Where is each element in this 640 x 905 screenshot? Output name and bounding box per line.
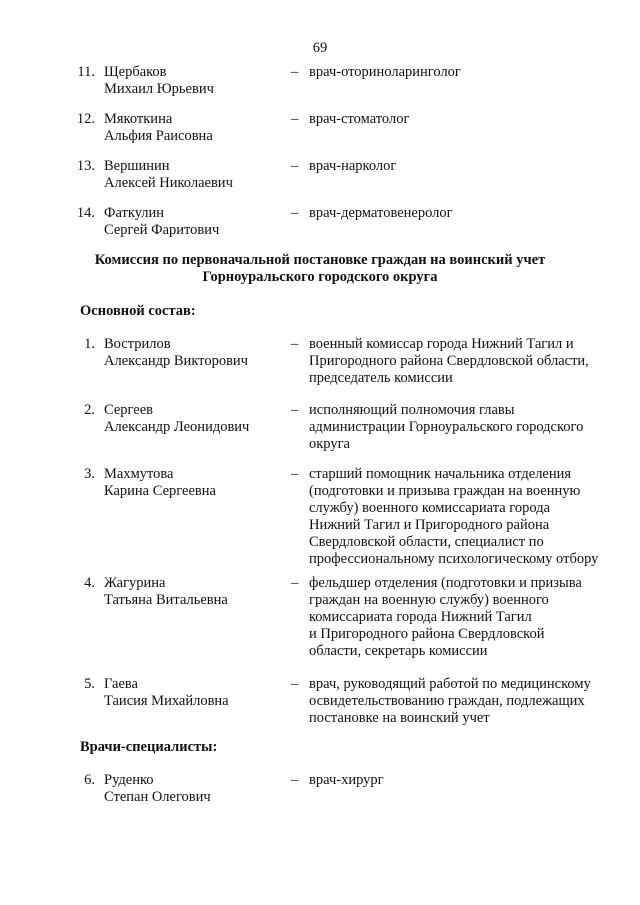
person-role-line: и Пригородного района Свердловской [309,626,545,642]
person-role-line: фельдшер отделения (подготовки и призыва [309,575,582,591]
person-role-line: исполняющий полномочия главы [309,402,515,418]
person-role-line: врач-стоматолог [309,111,410,127]
person-role-line: Свердловской области, специалист по [309,534,544,550]
person-role-line: граждан на военную службу) военного [309,592,549,608]
person-name-line: Руденко [104,772,154,788]
person-name-line: Мякоткина [104,111,173,127]
person-name [104,402,284,436]
person-name [104,772,284,806]
person-role-line: врач-дерматовенеролог [309,205,453,221]
person-role-line: администрации Горноуральского городского [309,419,584,435]
person-name [104,575,284,609]
person-role [309,466,624,568]
dash-separator: – [291,402,299,418]
person-name [104,64,284,98]
item-number: 4. [84,575,95,591]
main-section-title: Основной состав: [80,303,196,319]
person-role-line: врач, руководящий работой по медицинскому [309,676,591,692]
person-role [309,205,624,222]
item-number: 1. [84,336,95,352]
item-number: 2. [84,402,95,418]
person-role-line: службу) военного комиссариата города [309,500,551,516]
person-role-line: Пригородного района Свердловской области, [309,353,589,369]
person-role [309,575,624,660]
item-number: 13. [76,158,95,174]
person-name-line: Александр Викторович [104,353,248,369]
item-number: 11. [77,64,95,80]
specialists-section-title: Врачи-специалисты: [80,739,218,755]
person-role-line: округа [309,436,350,452]
person-role-line: врач-оториноларинголог [309,64,461,80]
person-name-line: Карина Сергеевна [104,483,216,499]
page-number: 69 [312,40,328,56]
person-name-line: Фаткулин [104,205,165,221]
dash-separator: – [291,205,299,221]
dash-separator: – [291,158,299,174]
person-name-line: Сергей Фаритович [104,222,220,238]
person-name-line: Михаил Юрьевич [104,81,214,97]
person-name-line: Жагурина [104,575,166,591]
dash-separator: – [291,575,299,591]
person-name-line: Татьяна Витальевна [104,592,228,608]
person-name [104,111,284,145]
item-number: 14. [76,205,95,221]
person-name-line: Гаева [104,676,138,692]
person-name-line: Алексей Николаевич [104,175,233,191]
person-role [309,64,624,81]
person-name-line: Таисия Михайловна [104,693,229,709]
person-role [309,336,624,387]
person-role-line: постановке на воинский учет [309,710,490,726]
person-role-line: Нижний Тагил и Пригородного района [309,517,550,533]
person-role-line: профессиональному психологическому отбору [309,551,599,567]
dash-separator: – [291,336,299,352]
dash-separator: – [291,676,299,692]
person-name-line: Степан Олегович [104,789,211,805]
dash-separator: – [291,772,299,788]
dash-separator: – [291,111,299,127]
person-name [104,466,284,500]
person-role [309,111,624,128]
item-number: 6. [84,772,95,788]
item-number: 12. [76,111,95,127]
person-name-line: Вершинин [104,158,170,174]
commission-title-line-2: Горноуральского городского округа [202,269,438,285]
person-role [309,676,624,727]
commission-title-line-1: Комиссия по первоначальной постановке граждан на воинский учет [94,252,546,268]
item-number: 3. [84,466,95,482]
person-role-line: председатель комиссии [309,370,453,386]
person-role-line: военный комиссар города Нижний Тагил и [309,336,574,352]
person-name-line: Сергеев [104,402,154,418]
person-role-line: врач-хирург [309,772,384,788]
person-name-line: Вострилов [104,336,171,352]
person-role-line: (подготовки и призыва граждан на военную [309,483,581,499]
person-name-line: Александр Леонидович [104,419,250,435]
person-name [104,676,284,710]
person-name-line: Альфия Раисовна [104,128,213,144]
person-name-line: Щербаков [104,64,167,80]
person-role-line: области, секретарь комиссии [309,643,488,659]
person-role [309,402,624,453]
person-name [104,205,284,239]
person-role [309,772,624,789]
person-role-line: комиссариата города Нижний Тагил [309,609,532,625]
person-name [104,158,284,192]
person-role [309,158,624,175]
commission-title [0,252,640,286]
person-role-line: освидетельствованию граждан, подлежащих [309,693,585,709]
person-role-line: старший помощник начальника отделения [309,466,572,482]
item-number: 5. [84,676,95,692]
dash-separator: – [291,466,299,482]
person-name-line: Махмутова [104,466,174,482]
person-name [104,336,284,370]
dash-separator: – [291,64,299,80]
person-role-line: врач-нарколог [309,158,397,174]
